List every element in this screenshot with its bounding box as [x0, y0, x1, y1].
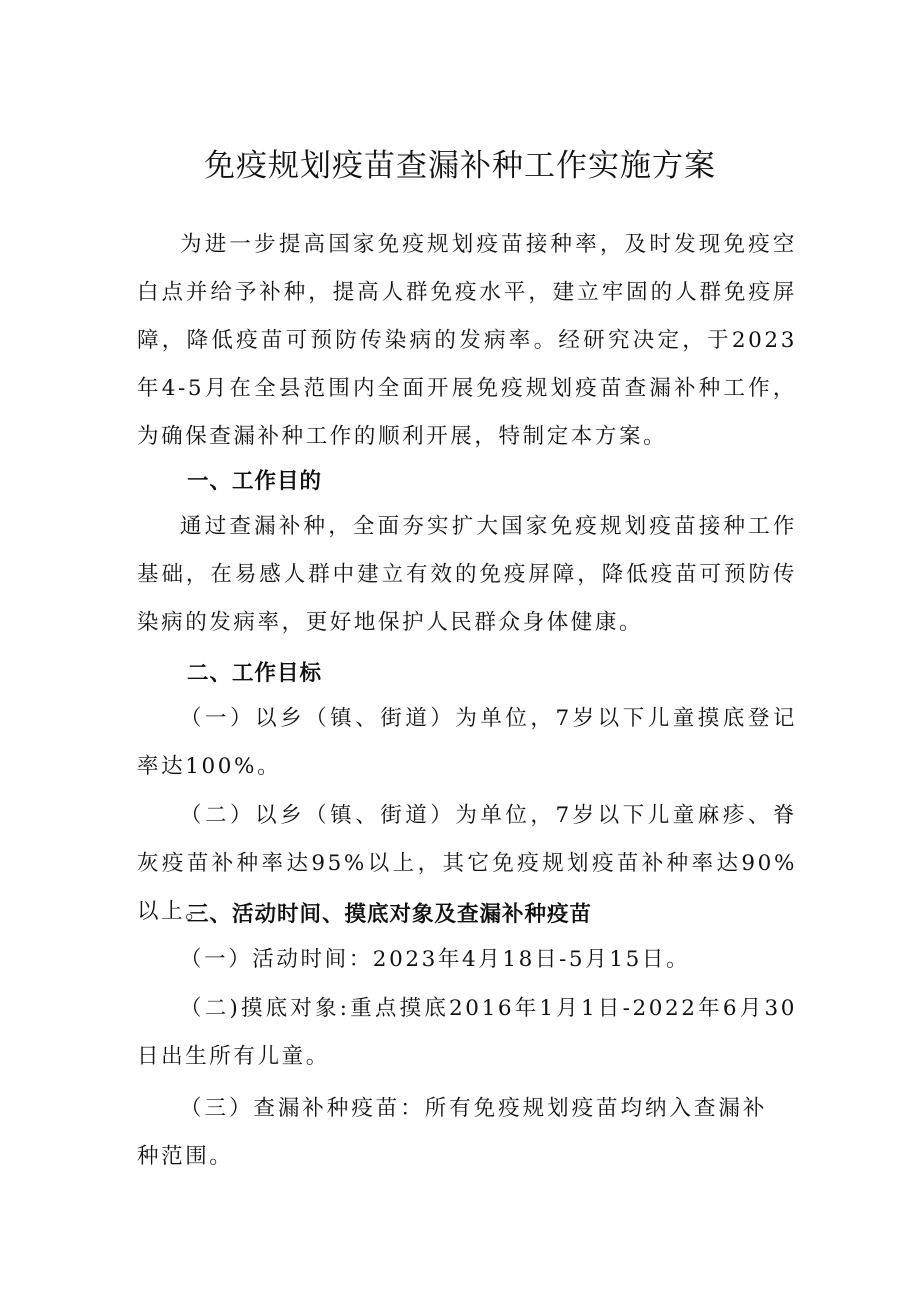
section-2-heading: 二、工作目标 [187, 661, 323, 686]
section-3-paragraph-3: （三）查漏补种疫苗：所有免疫规划疫苗均纳入查漏补种范围。 [137, 1096, 767, 1169]
section-1-heading: 一、工作目的 [187, 469, 323, 494]
intro-paragraph: 为进一步提高国家免疫规划疫苗接种率，及时发现免疫空白点并给予补种，提高人群免疫水平，建立牢固的人群免疫屏障，降低疫苗可预防传染病的发病率。经研究决定，于2023年4-5月在全县范围内全面开展免疫规划疫苗查漏补种工作，为确保查漏补种工作的顺利开展，特制定本方案。 [137, 232, 797, 449]
section-3-heading: 三、活动时间、摸底对象及查漏补种疫苗 [187, 902, 593, 927]
section-2-paragraph-1: （一）以乡（镇、街道）为单位，7岁以下儿童摸底登记率达100%。 [137, 706, 797, 779]
document-title: 免疫规划疫苗查漏补种工作实施方案 [204, 148, 716, 184]
section-2-paragraph-2: （二）以乡（镇、街道）为单位，7岁以下儿童麻疹、脊灰疫苗补种率达95%以上，其它免疫规划疫苗补种率达90%以上。 [137, 803, 797, 924]
section-1-paragraph: 通过查漏补种，全面夯实扩大国家免疫规划疫苗接种工作基础，在易感人群中建立有效的免疫屏障，降低疫苗可预防传染病的发病率，更好地保护人民群众身体健康。 [137, 514, 797, 635]
section-3-paragraph-1: （一）活动时间：2023年4月18日-5月15日。 [180, 947, 691, 972]
section-3-paragraph-2: （二)摸底对象:重点摸底2016年1月1日-2022年6月30日出生所有儿童。 [137, 996, 797, 1069]
